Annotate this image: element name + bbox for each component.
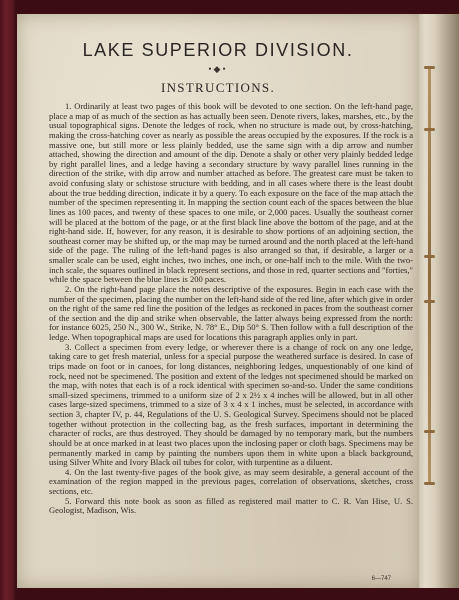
binding-stitch xyxy=(424,430,435,433)
instructions-page xyxy=(17,14,419,588)
section-heading: INSTRUCTIONS. xyxy=(160,80,276,95)
binding-stitch xyxy=(424,482,435,485)
binding-stitch xyxy=(424,128,435,131)
instruction-paragraph-4: 4. On the last twenty-five pages of the book give, as may seem desirable, a general account of the examination of the region mapped in the previous pages, correlation of observations, sketches, cross sections, etc. xyxy=(49,466,413,496)
instruction-paragraph-2: 2. On the right-hand page place the notes descriptive of the exposures. Begin in each case with the number of the specimen, placing the number on the left-hand side of the red line, after which give in order on the right of the same red line the position of the ledges as reckoned in paces from the southeast corner of the section and the dip and strike when observable, the latter always being expressed from the north: for instance 6025, 250 N., 300 W., Strike, N. 78° E., Dip 50° S. Then follow with a full description of the ledge. When topographical maps are used for locations this paragraph applies only in part. xyxy=(49,283,413,342)
plate-number: 6—747 xyxy=(371,576,391,582)
page-title: LAKE SUPERIOR DIVISION. xyxy=(82,40,354,60)
instruction-paragraph-1: 1. Ordinarily at least two pages of this book will be devoted to one section. On the left-hand page, place a map of as much of the section as has actually been seen. Denote rivers, lakes, marshes, etc., by the usual topographical signs. Denote the ledges of rock, when no structure is made out, by cross-hatching, making the cross-hatching cover as nearly as possible the areas occupied by the exposures. If the rock is a massive one, but still more or less plainly bedded, use the same sign with a dip arrow and number attached, showing the direction and amount of the dip. Denote a shaly or other very plainly bedded ledge by right parallel lines, and a ledge having a secondary structure by wavy parallel lines running in the direction of the strike, with dip arrow and number attached as before. The greatest care must be taken to avoid confusing slaty or schistose structure with bedding, and in all cases where there is the least doubt about the true bedding direction, indicate it by a query. To each exposure on the face of the map attach the number of the specimen representing it. In mapping the section count each of the spaces between the blue lines as 100 paces, and twenty of these spaces to one mile, or 2,000 paces. Usually the southeast corner will be placed at the bottom of the page, or at the first black line above the bottom of the page, and at the right-hand side. If, however, for any reason, it is desirable to show portions of an adjoining section, the southeast corner may be shifted up, or the map may be turned around and the north placed at the left-hand side of the page. The ruling of the left-hand pages is also arranged so that, if desirable, a larger or a smaller scale can be used, eight inches, two inches, one inch, or one-half inch to the mile. With the two-inch scale, the squares outlined in black represent sections, and those in red, quarter sections and "forties," while the space between the blue lines is 200 paces. xyxy=(49,101,413,285)
ornament-divider: •◆• xyxy=(208,64,228,74)
binding-stitch xyxy=(424,255,435,258)
binding-stitch xyxy=(424,300,435,303)
binding-stitch xyxy=(424,66,435,69)
instruction-paragraph-5: 5. Forward this note book as soon as filled as registered mail matter to C. R. Van Hise, U. S. Geologist, Madison, Wis. xyxy=(49,495,413,516)
instructions-body xyxy=(49,102,413,516)
instruction-paragraph-3: 3. Collect a specimen from every ledge, or wherever there is a change of rock on any one ledge, taking care to get fresh material, unless for a special purpose the weathered surface is desired. In case of trips made on foot or in canoes, for long distances, neighboring ledges, unquestionably of one kind of rock, need not be specimened. The position and extent of the ledges not specimened should be marked on the map, with notes that each is of a rock identical with specimen so-and-so. Under the same conditions small-sized specimens, trimmed to a uniform size of 2 x 2½ x 4 inches will be allowed, but in all other cases large-sized specimens, trimmed to a size of 3 x 4 x 1 inches, must be selected, in accordance with section 3, chapter IV, p. 44, Regulations of the U. S. Geological Survey. Specimens should not be placed together without protection in the collecting bag, as the fresh surfaces, important in determining the character of rocks, are thus destroyed. They should be damaged by no temporary mark, but the numbers should be at once marked in at least two places upon the inclosing paper or cloth bags. Specimens may be permanently marked in camp by painting the numbers upon them in white upon a black background, using Silver White and Ivory Black oil tubes for color, with turpentine as a diluent. xyxy=(49,341,413,468)
